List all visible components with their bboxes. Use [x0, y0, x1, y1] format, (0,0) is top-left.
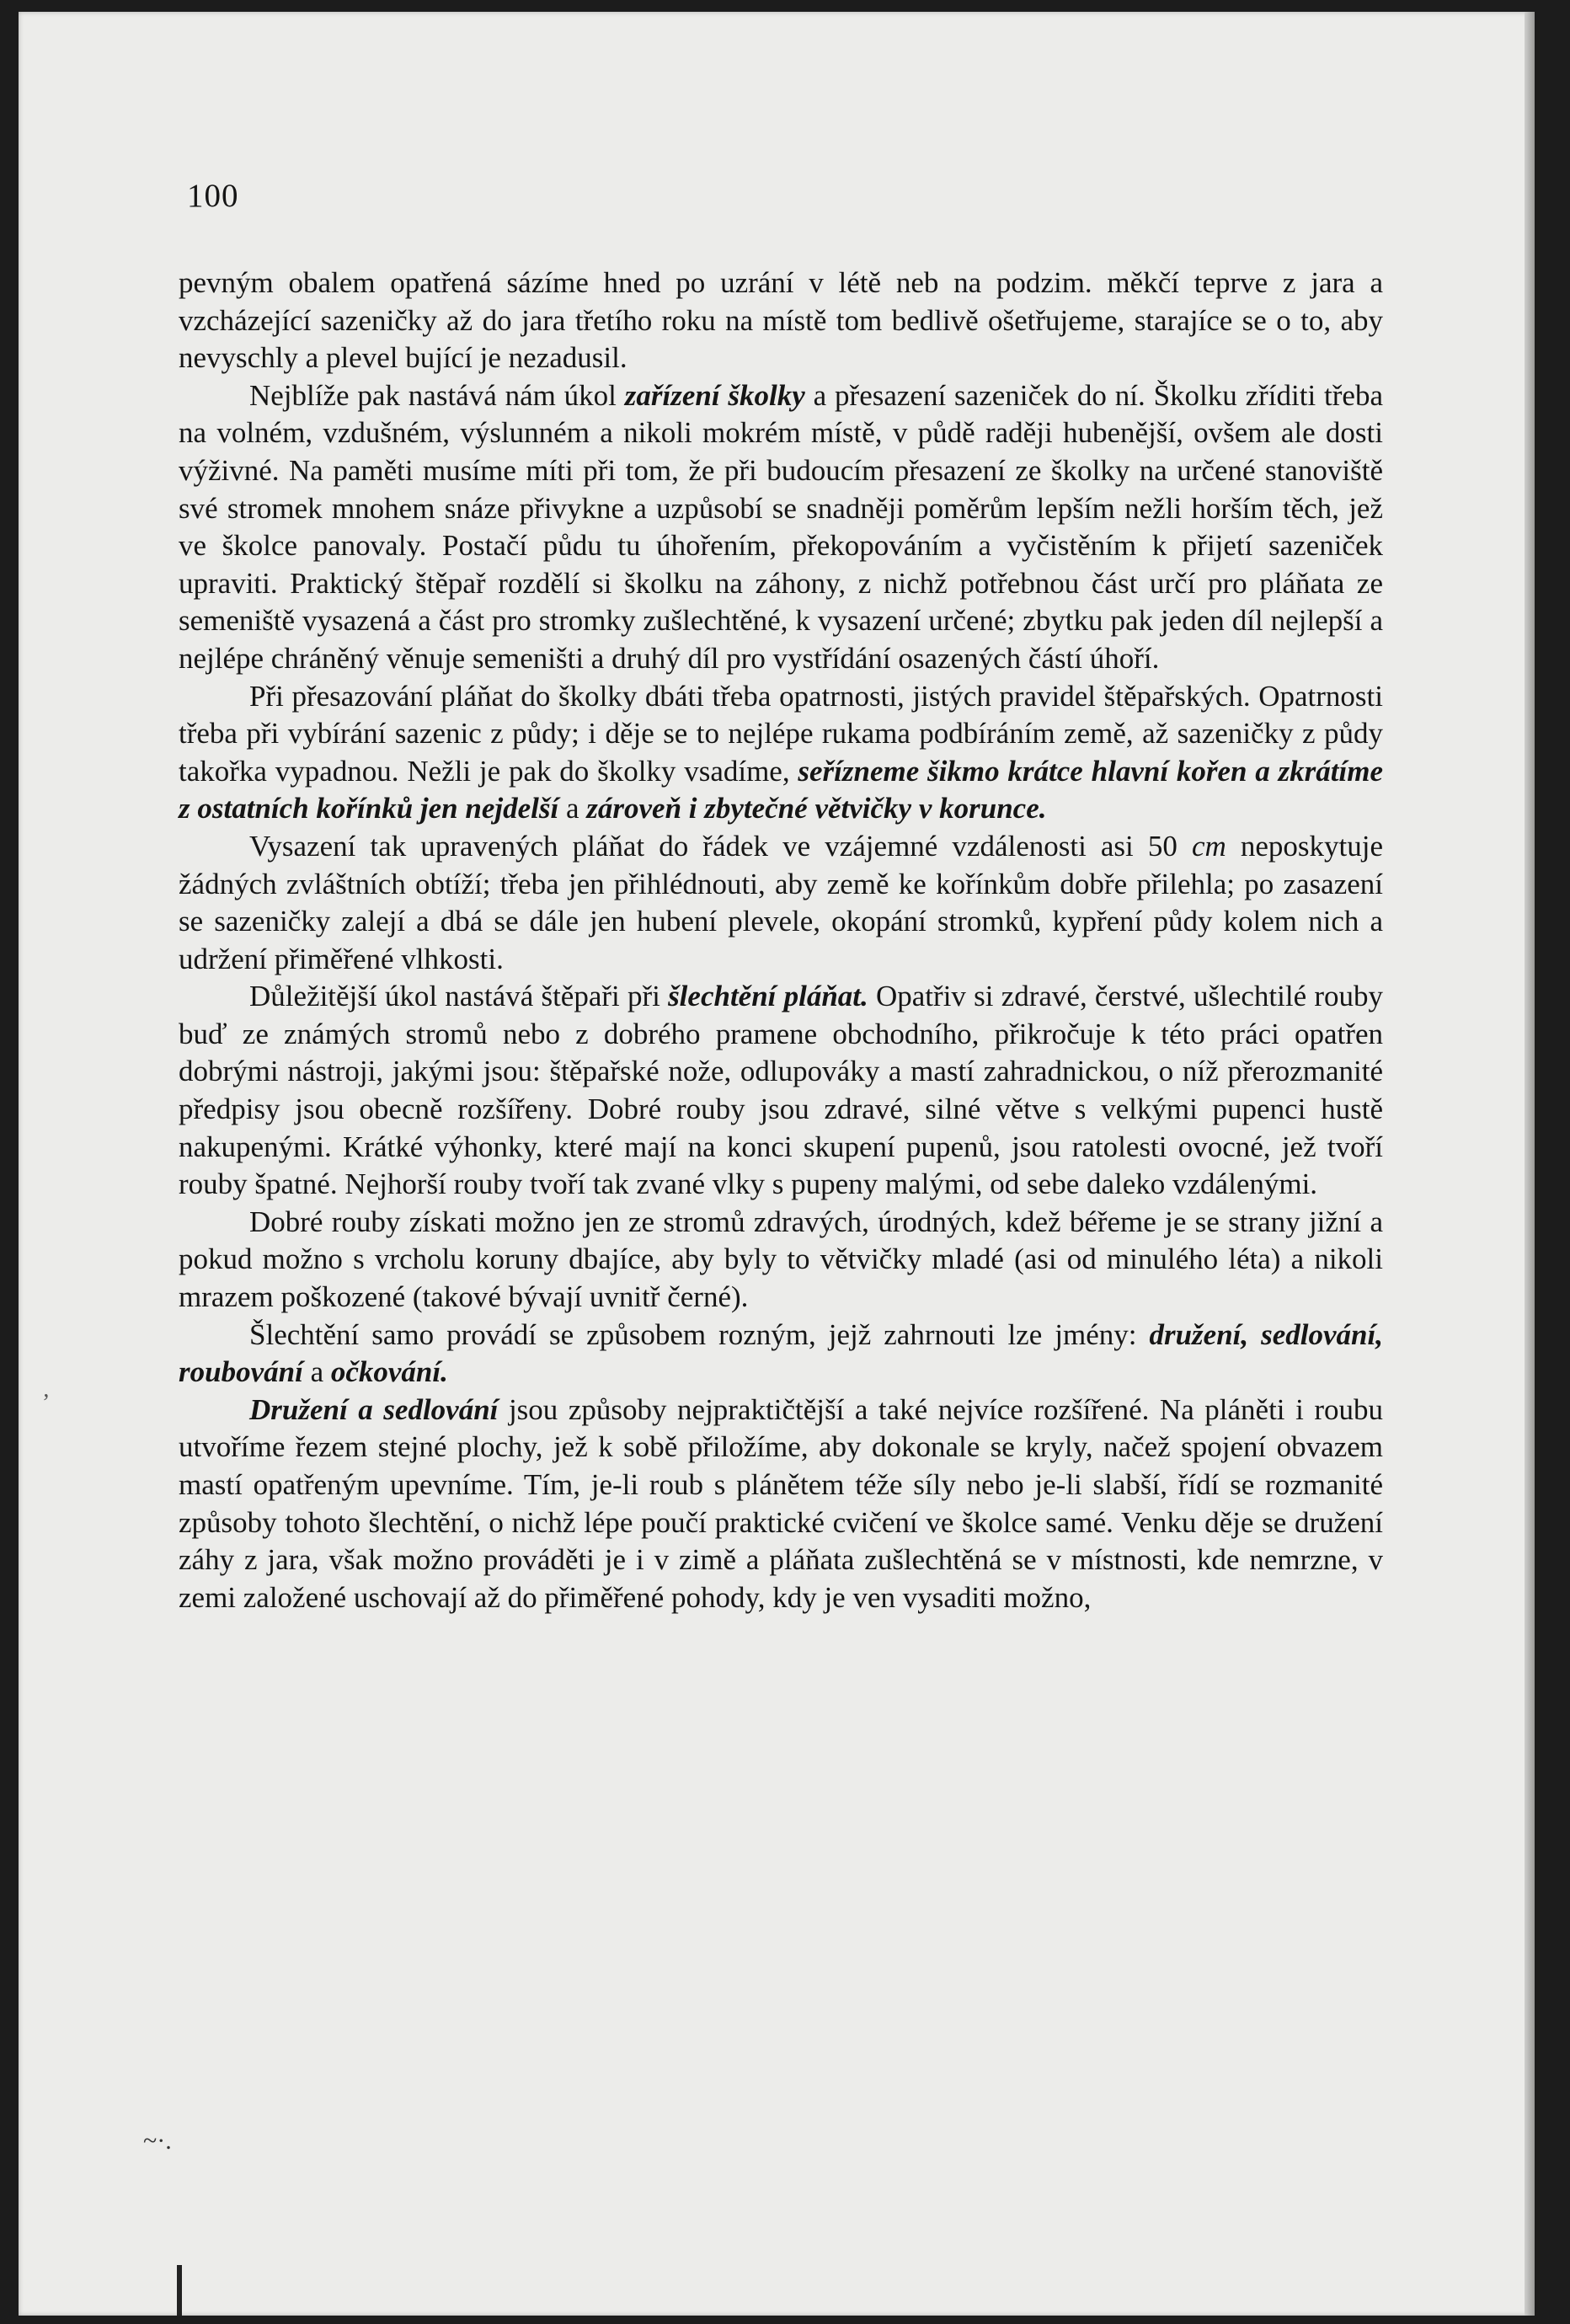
paragraph: [179, 377, 1383, 678]
text-segment: Opatřiv si zdravé, čerstvé, ušlechtilé rouby buď ze známých stromů nebo z dobrého pramene obchodního, přikročuje k této práci opatřen dobrými nástroji, jakými jsou: štěpařské nože, odlupováky a mastí zahradnickou, o níž přerozmanité předpisy jsou obecně rozšířeny. Dobré rouby jsou zdravé, silné větve s velkými pupenci hustě nakupenými. Krátké výhonky, které mají na konci skupení pupenů, jsou ratolesti ovocné, jež tvoří rouby špatné. Nejhorší rouby tvoří tak zvané vlky s pupeny malými, od sebe daleko vzdálenými.: [179, 980, 1383, 1201]
text-segment: a: [558, 792, 587, 825]
scan-artifact: [177, 2265, 182, 2316]
page-number: 100: [187, 178, 239, 214]
text-segment: pevným obalem opatřená sázíme hned po uzrání v létě neb na podzim. měkčí teprve z jara a vzcházející sazeničky až do jara třetího roku na místě tom bedlivě ošetřujeme, starajíce se o to, aby nevyschly a plevel bující je nezadusil.: [179, 266, 1383, 375]
text-segment: a: [302, 1355, 331, 1389]
emphasis-text: zároveň i zbytečné větvičky v korunce.: [586, 792, 1047, 825]
text-segment: Při přesazování pláňat do školky dbáti třeba opatrnosti, jistých pravidel štěpařských. Opatrnosti třeba při vybírání sazenic z půdy; i děje se to nejlépe rukama podbíráním země, až sazeničky z půdy takořka vypadnou. Nežli je pak do školky vsadíme,: [179, 679, 1383, 788]
body-text: [179, 264, 1383, 1616]
emphasis-text: Družení a sedlování: [249, 1392, 499, 1426]
paragraph: [179, 828, 1383, 978]
scan-mark: ~·.: [143, 2127, 172, 2155]
emphasis-text: šlechtění pláňat.: [668, 980, 868, 1013]
page-edge-shadow: [1525, 12, 1535, 2316]
paragraph: [179, 1317, 1383, 1392]
paragraph: [179, 678, 1383, 828]
text-segment: a přesazení sazeniček do ní. Školku zříditi třeba na volném, vzdušném, výslunném a nikoli mokrém místě, v půdě raději hubenější, ovšem ale dosti výživné. Na paměti musíme míti při tom, že při budoucím přesazení ze školky na určené stanoviště své stromek mnohem snáze přivykne a uzpůsobí se snadněji poměrům lepším nežli horším těch, jež ve školce panovaly. Postačí půdu tu úhořením, překopováním a vyčistěním k přijetí sazeniček upraviti. Praktický štěpař rozdělí si školku na záhony, z nichž potřebnou část určí pro pláňata ze semeniště vysazená a část pro stromky zušlechtěné, k vysazení určené; zbytku pak jeden díl nejlepší a nejlépe chráněný věnuje semeništi a druhý díl pro vystřídání osazených částí úhoří.: [179, 378, 1383, 675]
text-segment: Nejblíže pak nastává nám úkol: [249, 378, 625, 412]
text-segment: neposkytuje žádných zvláštních obtíží; třeba jen přihlédnouti, aby země ke kořínkům dobře přilehla; po zasazení se sazeničky zalejí a dbá se dále jen hubení plevele, okopání stromků, kypření půdy kolem nich a udržení přiměřené vlhkosti.: [179, 829, 1383, 975]
paragraph: [179, 1392, 1383, 1617]
text-segment: jsou způsoby nejpraktičtější a také nejvíce rozšířené. Na pláněti i roubu utvoříme řezem stejné plochy, jež k sobě přiložíme, aby dokonale se kryly, načež spojení obvazem mastí opatřeným upevníme. Tím, je-li roub s plánětem téže síly nebo je-li slabší, řídí se rozmanité způsoby tohoto šlechtění, o nichž lépe poučí praktické cvičení ve školce samé. Venku děje se družení záhy z jara, však možno prováděti je i v zimě a pláňata zušlechtěná se v místnosti, kde nemrzne, v zemi založené uschovají až do přiměřené pohody, kdy je ven vysaditi možno,: [179, 1392, 1383, 1614]
text-segment: cm: [1191, 829, 1226, 863]
text-segment: Šlechtění samo provádí se způsobem rozným, jejž zahrnouti lze jmény:: [249, 1317, 1150, 1351]
paragraph: [179, 1204, 1383, 1317]
text-segment: Dobré rouby získati možno jen ze stromů zdravých, úrodných, kdež béřeme je se strany jižní a pokud možno s vrcholu koruny dbajíce, aby byly to větvičky mladé (asi od minulého léta) a nikoli mrazem poškozené (takové bývají uvnitř černé).: [179, 1205, 1383, 1314]
margin-mark: ‚: [42, 1376, 51, 1402]
emphasis-text: zařízení školky: [624, 378, 805, 412]
paragraph: [179, 264, 1383, 377]
emphasis-text: družení, sedlování, roubování: [179, 1317, 1383, 1389]
emphasis-text: očkování.: [330, 1355, 448, 1389]
book-page: [19, 12, 1535, 2316]
text-segment: Vysazení tak upravených pláňat do řádek ve vzájemné vzdálenosti asi 50: [249, 829, 1192, 863]
emphasis-text: seřízneme šikmo krátce hlavní kořen a zkrátíme z ostatních kořínků jen nejdelší: [179, 754, 1383, 825]
text-segment: Důležitější úkol nastává štěpaři při: [249, 980, 669, 1013]
paragraph: [179, 978, 1383, 1204]
